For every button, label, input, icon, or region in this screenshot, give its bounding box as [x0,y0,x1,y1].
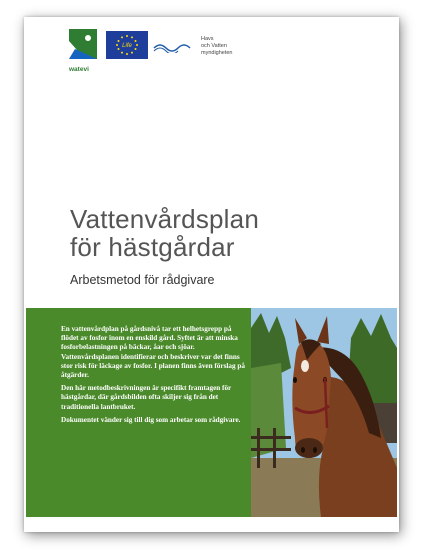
intro-paragraph-1: En vattenvårdplan på gårdsnivå tar ett helhetsgrepp på flödet av fosfor inom en enskild gård. Syftet är att minska fosforbelastningen på bäckar, åar och sjöar. Vattenvårdsplanen identifierar och beskriver var det finns stor risk för läckage av fosfor. I planen finns även förslag på åtgärder. [61,325,245,380]
havs-line-3: myndigheten [201,49,233,56]
intro-text [61,325,246,429]
eu-flag-icon [106,31,148,59]
title-line-2: för hästgårdar [70,232,235,262]
document-subtitle: Arbetsmetod för rådgivare [70,273,215,287]
leader-logo-icon [69,29,97,65]
havs-logo-text [201,36,263,57]
svg-text:Life: Life [122,43,132,49]
havs-line-1: Havs [201,36,214,42]
havs-wave-logo-icon [152,39,200,53]
leader-logo-text: watevi [69,66,89,73]
document-title [70,205,259,261]
havs-line-2: och Vatten [201,42,227,49]
intro-paragraph-3: Dokumentet vänder sig till dig som arbetar som rådgivare. [61,415,241,424]
document-cover [24,17,399,532]
title-line-1: Vattenvårdsplan [70,204,259,234]
intro-paragraph-2: Den här metodbeskrivningen är specifikt framtagen för hästgårdar, där gårdsbilden ofta skiljer sig från det traditionella lantbruket. [61,384,232,411]
horse-photo [251,308,397,517]
